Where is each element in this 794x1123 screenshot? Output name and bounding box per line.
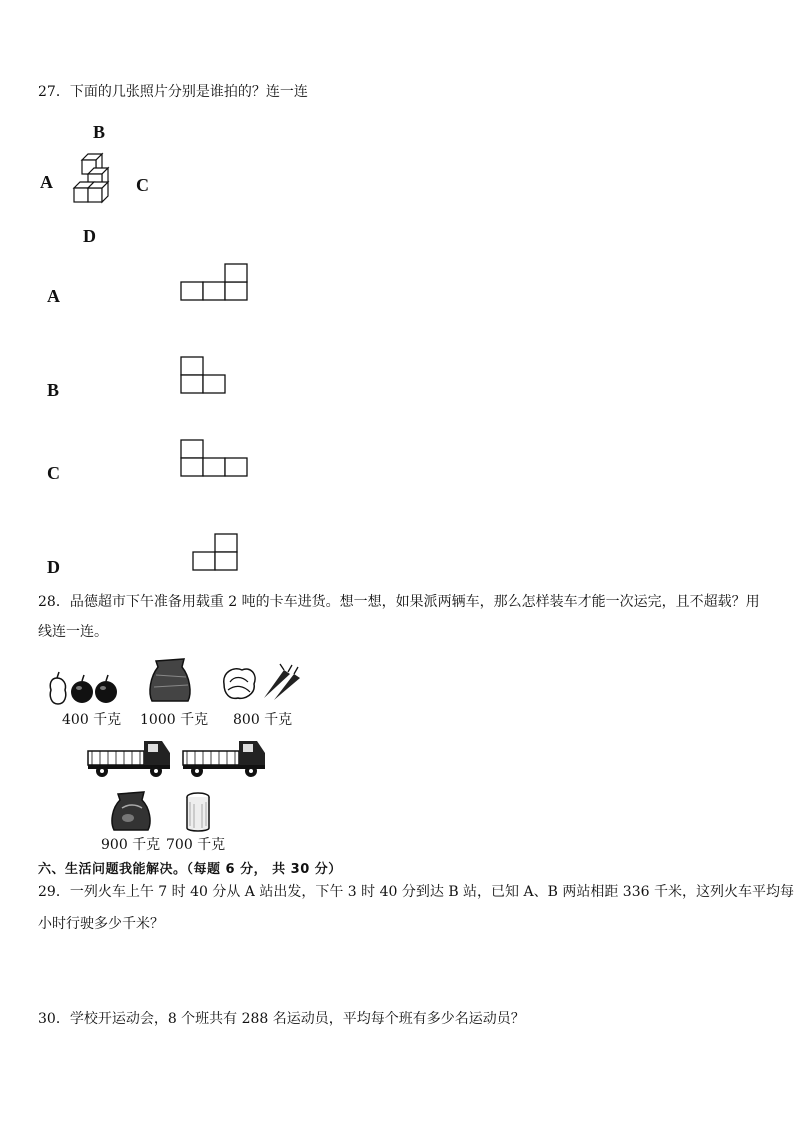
section-6-title: 六、生活问题我能解决。（每题 6 分， 共 30 分） xyxy=(38,862,342,877)
view-a-figure xyxy=(180,263,250,303)
truck-icon xyxy=(86,737,174,779)
q27-text: 27．下面的几张照片分别是谁拍的？连一连 xyxy=(38,84,308,100)
view-label-a: A xyxy=(47,286,60,306)
view-label-d: D xyxy=(47,557,60,577)
direction-label-d: D xyxy=(83,226,96,246)
cube-stack-figure xyxy=(68,152,128,212)
fruit-weight: 400 千克 xyxy=(62,712,122,728)
bag-icon xyxy=(108,790,158,832)
q29-text-line1: 29．一列火车上午 7 时 40 分从 A 站出发，下午 3 时 40 分到达 B 站，已知 A、B 两站相距 336 千米，这列火车平均每 xyxy=(38,884,794,900)
view-label-c: C xyxy=(47,463,60,483)
can-weight: 700 千克 xyxy=(166,837,226,853)
direction-label-a: A xyxy=(40,172,53,192)
view-c-figure xyxy=(180,439,252,479)
can-icon xyxy=(184,792,214,834)
direction-label-c: C xyxy=(136,175,149,195)
sack-icon xyxy=(146,655,196,705)
direction-label-b: B xyxy=(93,122,106,142)
truck-icon xyxy=(181,737,269,779)
fruit-icon xyxy=(45,670,120,710)
view-d-figure xyxy=(192,533,242,573)
vegetables-weight: 800 千克 xyxy=(233,712,293,728)
bag-weight: 900 千克 xyxy=(101,837,161,853)
vegetables-icon xyxy=(220,662,302,702)
q28-text-line2: 线连一连。 xyxy=(38,624,108,640)
view-b-figure xyxy=(180,356,230,396)
view-label-b: B xyxy=(47,380,60,400)
sack-weight: 1000 千克 xyxy=(140,712,209,728)
q30-text: 30．学校开运动会，8 个班共有 288 名运动员，平均每个班有多少名运动员？ xyxy=(38,1011,525,1027)
q28-text-line1: 28．品德超市下午准备用载重 2 吨的卡车进货。想一想，如果派两辆车，那么怎样装车才能一次运完，且不超载？用 xyxy=(38,594,760,610)
q29-text-line2: 小时行驶多少千米？ xyxy=(38,916,164,932)
